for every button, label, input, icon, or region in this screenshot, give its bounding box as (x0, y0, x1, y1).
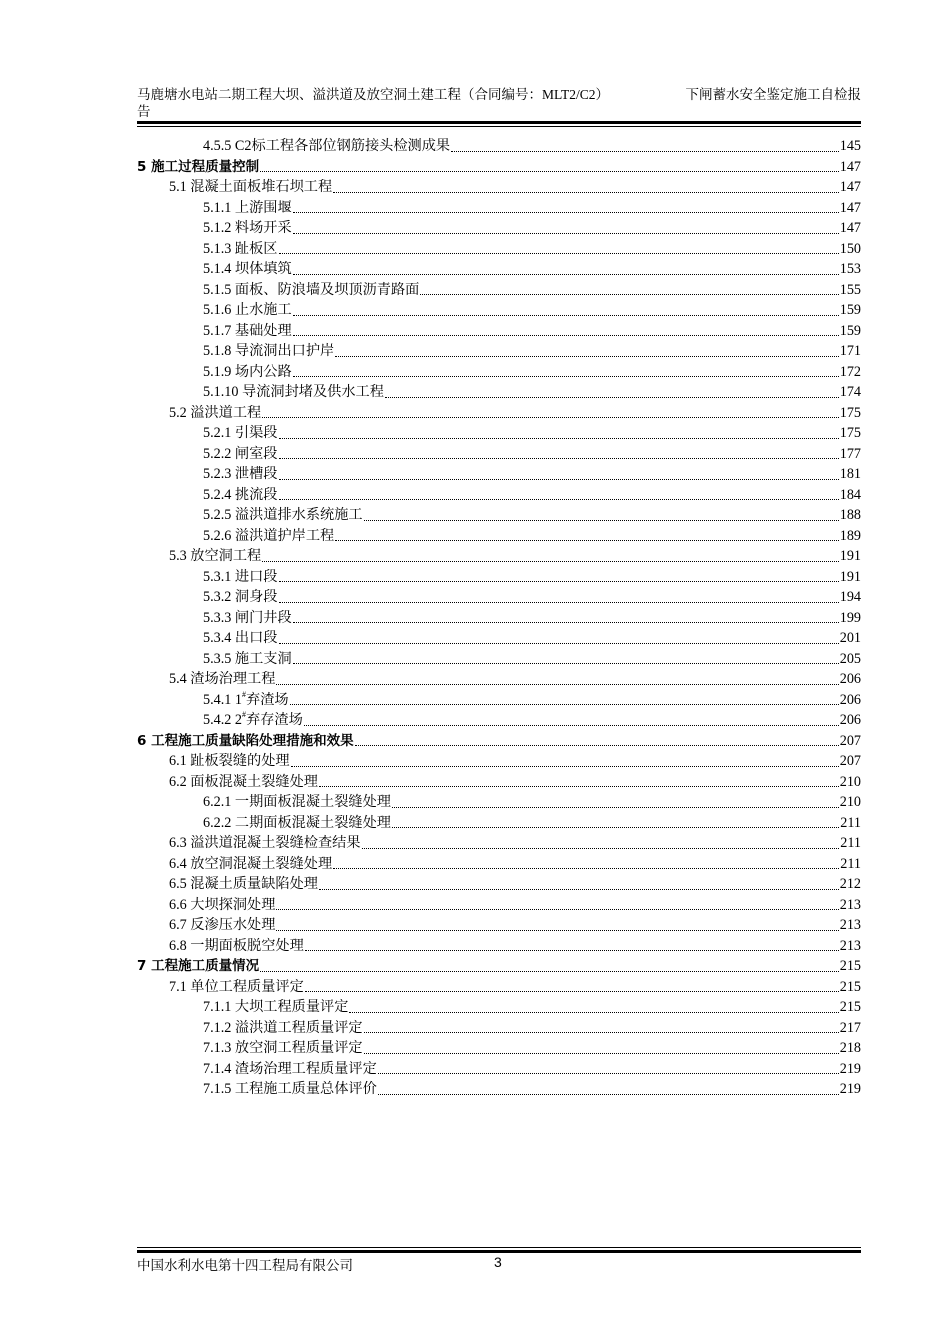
toc-entry-title (169, 403, 261, 424)
toc-entry-page: 215 (839, 958, 861, 974)
toc-entry-title (169, 874, 318, 895)
toc-entry-title-text: 6.4 放空洞混凝土裂缝处理 (169, 855, 333, 872)
toc-entry-title-text: 7.1.2 溢洪道工程质量评定 (203, 1019, 363, 1036)
toc-entry[interactable] (137, 300, 861, 321)
toc-entry-page: 213 (839, 896, 861, 913)
toc-dot-leader (385, 396, 839, 398)
toc-entry-title-text: 5.4.2 2 (203, 712, 243, 728)
toc-dot-leader (364, 1052, 839, 1054)
toc-dot-leader (290, 703, 839, 705)
toc-dot-leader (262, 416, 838, 418)
toc-entry-title-text: 5.3 放空洞工程 (169, 548, 262, 564)
toc-entry-title (169, 772, 318, 793)
toc-dot-leader (276, 683, 838, 685)
toc-entry[interactable] (137, 792, 861, 813)
toc-entry[interactable] (137, 464, 861, 485)
toc-entry[interactable] (137, 997, 861, 1018)
toc-entry-title (169, 177, 332, 198)
toc-entry[interactable] (137, 136, 861, 157)
toc-entry[interactable] (137, 833, 861, 854)
toc-entry-title-text: 5.1.4 坝体填筑 (203, 261, 292, 277)
toc-dot-leader (279, 437, 839, 439)
toc-entry[interactable] (137, 382, 861, 403)
toc-entry-title (203, 136, 450, 157)
toc-entry-page: 171 (839, 343, 861, 359)
toc-entry-page: 191 (839, 568, 861, 585)
header-report-title: 下闸蓄水安全鉴定施工自检报 (685, 87, 861, 102)
toc-entry-title (203, 792, 391, 813)
toc-dot-leader (319, 785, 839, 787)
toc-entry-title-text: 7.1.4 渣场治理工程质量评定 (203, 1060, 377, 1077)
toc-dot-leader (260, 170, 839, 172)
toc-entry[interactable] (137, 710, 861, 731)
toc-entry-superscript: # (242, 710, 247, 719)
toc-entry-title (203, 259, 292, 280)
toc-entry-title-suffix: 弃渣场 (246, 691, 289, 708)
toc-entry-title (203, 567, 278, 588)
toc-dot-leader (276, 908, 838, 910)
toc-entry-title-text: 4.5.5 C2标工程各部位钢筋接头检测成果 (203, 138, 451, 154)
toc-entry-title (203, 239, 278, 260)
toc-dot-leader (293, 662, 839, 664)
toc-entry-title (203, 198, 292, 219)
toc-entry-title (169, 669, 275, 690)
toc-entry-title-text: 7.1.3 放空洞工程质量评定 (203, 1040, 363, 1056)
toc-entry-page: 206 (839, 712, 861, 728)
toc-entry[interactable] (137, 341, 861, 362)
toc-entry-page: 205 (839, 650, 861, 667)
toc-entry-page: 210 (839, 794, 861, 810)
toc-entry[interactable] (137, 423, 861, 444)
toc-entry-title (203, 444, 278, 465)
toc-entry[interactable] (137, 157, 861, 178)
toc-entry[interactable] (137, 854, 861, 875)
page-header (137, 86, 861, 120)
toc-entry-title (203, 649, 292, 670)
toc-entry-page: 194 (839, 589, 861, 605)
toc-dot-leader (262, 560, 838, 562)
toc-dot-leader (293, 314, 839, 316)
toc-entry-title (203, 1059, 377, 1080)
toc-dot-leader (451, 150, 839, 152)
toc-dot-leader (335, 355, 838, 357)
toc-entry-title (203, 218, 292, 239)
toc-entry-page: 219 (839, 1081, 861, 1097)
toc-entry-title (203, 813, 391, 834)
toc-entry-title (203, 321, 292, 342)
toc-entry-page: 199 (839, 609, 861, 626)
toc-entry-page: 207 (839, 732, 861, 749)
toc-entry-page: 206 (839, 671, 861, 687)
toc-entry[interactable] (137, 259, 861, 280)
toc-entry-title-text: 6.2.1 一期面板混凝土裂缝处理 (203, 794, 391, 810)
toc-entry-title-text: 5.3.1 进口段 (203, 568, 278, 585)
toc-entry[interactable] (137, 895, 861, 916)
toc-entry-title (137, 731, 354, 752)
toc-dot-leader (304, 724, 839, 726)
toc-dot-leader (279, 478, 839, 480)
toc-entry-page: 201 (839, 630, 861, 646)
toc-entry-page: 219 (839, 1060, 861, 1077)
toc-entry-page: 150 (839, 240, 861, 257)
footer-rule-thin (137, 1247, 861, 1248)
page-number: 3 (494, 1254, 502, 1270)
toc-entry[interactable] (137, 936, 861, 957)
toc-dot-leader (349, 1011, 838, 1013)
toc-dot-leader (378, 1072, 839, 1074)
toc-entry-page: 184 (839, 486, 861, 503)
toc-entry-title (203, 526, 334, 547)
toc-entry-title (203, 341, 334, 362)
header-project-title: 马鹿塘水电站二期工程大坝、溢洪道及放空洞土建工程（合同编号：MLT2/C2） (137, 87, 610, 102)
toc-dot-leader (291, 765, 839, 767)
toc-dot-leader (335, 539, 838, 541)
toc-entry-title (203, 587, 278, 608)
toc-entry-title-text: 6.6 大坝探洞处理 (169, 896, 276, 913)
toc-entry-title (169, 854, 332, 875)
toc-entry[interactable] (137, 526, 861, 547)
toc-entry[interactable] (137, 362, 861, 383)
toc-entry-title-text: 5.1.8 导流洞出口护岸 (203, 343, 335, 359)
toc-dot-leader (364, 519, 839, 521)
toc-entry-title (203, 1079, 377, 1100)
toc-entry-page: 155 (839, 281, 861, 298)
toc-dot-leader (293, 232, 839, 234)
toc-entry-page: 175 (839, 404, 861, 421)
toc-entry-title (169, 546, 261, 567)
toc-dot-leader (276, 929, 838, 931)
toc-entry-title-text: 5.3.4 出口段 (203, 630, 278, 646)
toc-entry-page: 211 (840, 835, 861, 851)
toc-entry-title-text: 5.1.1 上游围堰 (203, 199, 292, 216)
toc-entry-page: 207 (839, 753, 861, 769)
toc-dot-leader (392, 826, 839, 828)
toc-entry-title-text: 5.2.1 引渠段 (203, 425, 278, 441)
toc-dot-leader (293, 334, 839, 336)
toc-entry[interactable] (137, 567, 861, 588)
toc-entry-page: 145 (839, 138, 861, 154)
toc-dot-leader (279, 498, 839, 500)
toc-entry-title-text: 5.1.10 导流洞封堵及供水工程 (203, 384, 384, 400)
toc-entry-title (203, 300, 292, 321)
toc-entry-page: 212 (839, 876, 861, 892)
toc-entry-page: 206 (839, 691, 861, 708)
toc-entry[interactable] (137, 321, 861, 342)
toc-entry[interactable] (137, 1079, 861, 1100)
toc-dot-leader (333, 867, 839, 869)
toc-entry-title-text: 5.2.3 泄槽段 (203, 466, 278, 482)
header-rule-thin (137, 126, 861, 127)
toc-entry[interactable] (137, 915, 861, 936)
toc-entry-title (137, 157, 259, 178)
toc-entry-title-text: 5.1.5 面板、防浪墙及坝顶沥青路面 (203, 281, 420, 298)
toc-entry[interactable] (137, 218, 861, 239)
toc-entry-title-text: 5.2.4 挑流段 (203, 486, 278, 503)
toc-entry-title (203, 710, 303, 731)
toc-entry-page: 147 (839, 199, 861, 216)
toc-entry-title-text: 7 工程施工质量情况 (137, 958, 260, 974)
toc-entry-page: 147 (839, 158, 861, 175)
toc-entry[interactable] (137, 444, 861, 465)
toc-entry-page: 153 (839, 261, 861, 277)
toc-entry[interactable] (137, 608, 861, 629)
toc-dot-leader (279, 601, 839, 603)
toc-entry-title (169, 895, 275, 916)
toc-entry-page: 191 (839, 548, 861, 564)
toc-entry-page: 159 (839, 302, 861, 318)
toc-entry-title (203, 485, 278, 506)
toc-dot-leader (293, 375, 839, 377)
footer-rule-thick (137, 1250, 861, 1253)
toc-entry[interactable] (137, 874, 861, 895)
toc-entry-title-text: 5.2 溢洪道工程 (169, 404, 262, 421)
toc-entry-title (203, 628, 278, 649)
toc-entry-title (203, 997, 348, 1018)
toc-entry[interactable] (137, 669, 861, 690)
toc-entry-title-text: 6.8 一期面板脱空处理 (169, 937, 304, 954)
toc-entry-title-text: 6 工程施工质量缺陷处理措施和效果 (137, 732, 354, 749)
toc-entry-page: 215 (839, 978, 861, 995)
toc-entry-page: 172 (839, 363, 861, 380)
toc-entry-title-text: 6.2.2 二期面板混凝土裂缝处理 (203, 814, 391, 831)
toc-entry-title-text: 5.4.1 1 (203, 691, 243, 708)
toc-entry-page: 217 (839, 1019, 861, 1036)
toc-entry-title (169, 751, 290, 772)
toc-dot-leader (333, 191, 839, 193)
toc-entry-title-text: 5.3.3 闸门井段 (203, 609, 292, 626)
toc-entry-title-text: 5.3.5 施工支洞 (203, 650, 292, 667)
toc-entry-title-text: 6.1 趾板裂缝的处理 (169, 753, 290, 769)
toc-entry-page: 213 (839, 937, 861, 954)
toc-entry-title-text: 5.2.2 闸室段 (203, 445, 278, 462)
toc-entry[interactable] (137, 280, 861, 301)
toc-dot-leader (420, 293, 838, 295)
toc-dot-leader (279, 252, 839, 254)
toc-entry-title-text: 5 施工过程质量控制 (137, 158, 260, 175)
toc-dot-leader (279, 642, 839, 644)
toc-entry[interactable] (137, 751, 861, 772)
toc-entry-title (203, 382, 384, 403)
toc-entry-page: 210 (839, 773, 861, 790)
toc-entry-page: 188 (839, 507, 861, 523)
toc-dot-leader (319, 888, 839, 890)
toc-entry-title-text: 5.1.9 场内公路 (203, 363, 292, 380)
toc-entry-page: 147 (839, 179, 861, 195)
toc-dot-leader (378, 1093, 839, 1095)
toc-dot-leader (305, 990, 839, 992)
toc-entry[interactable] (137, 628, 861, 649)
toc-entry[interactable] (137, 239, 861, 260)
toc-dot-leader (362, 847, 840, 849)
toc-entry[interactable] (137, 587, 861, 608)
toc-entry-title (169, 977, 304, 998)
toc-entry-title-text: 5.1.7 基础处理 (203, 322, 292, 339)
toc-entry-title-suffix: 弃存渣场 (246, 712, 303, 728)
toc-entry-title (203, 423, 278, 444)
toc-entry-title-text: 5.1.2 料场开采 (203, 220, 292, 236)
toc-entry-title (203, 608, 292, 629)
toc-entry[interactable] (137, 505, 861, 526)
toc-entry-title-text: 6.7 反渗压水处理 (169, 917, 276, 933)
toc-entry-title (203, 1038, 363, 1059)
toc-dot-leader (279, 457, 839, 459)
toc-entry-title (169, 833, 361, 854)
toc-entry-title-text: 5.4 渣场治理工程 (169, 671, 276, 687)
toc-entry-title (203, 505, 363, 526)
footer-company: 中国水利水电第十四工程局有限公司 (137, 1258, 353, 1273)
toc-entry-title (137, 956, 259, 977)
toc-entry-title-text: 5.2.6 溢洪道护岸工程 (203, 527, 335, 544)
toc-entry[interactable] (137, 977, 861, 998)
toc-entry-title (203, 690, 289, 711)
toc-entry-page: 181 (839, 466, 861, 482)
toc-entry[interactable] (137, 198, 861, 219)
toc-entry[interactable] (137, 1059, 861, 1080)
toc-entry-title-text: 5.1.3 趾板区 (203, 240, 278, 257)
toc-entry[interactable] (137, 177, 861, 198)
toc-entry-page: 211 (840, 814, 861, 831)
toc-entry[interactable] (137, 956, 861, 977)
toc-entry-page: 213 (839, 917, 861, 933)
toc-entry-title-text: 5.1.6 止水施工 (203, 302, 292, 318)
toc-entry-page: 177 (839, 445, 861, 462)
toc-entry-page: 211 (840, 855, 861, 872)
toc-entry-title (169, 915, 275, 936)
toc-entry[interactable] (137, 546, 861, 567)
toc-entry-page: 218 (839, 1040, 861, 1056)
toc-entry-title-text: 7.1.5 工程施工质量总体评价 (203, 1081, 377, 1097)
toc-entry-title (203, 280, 419, 301)
toc-entry-title (169, 936, 304, 957)
toc-entry-title-text: 5.3.2 洞身段 (203, 589, 278, 605)
toc-dot-leader (293, 211, 839, 213)
toc-entry-page: 189 (839, 527, 861, 544)
toc-entry[interactable] (137, 731, 861, 752)
toc-entry[interactable] (137, 1038, 861, 1059)
toc-entry-title-text: 6.5 混凝土质量缺陷处理 (169, 876, 318, 892)
table-of-contents (137, 136, 861, 1100)
toc-entry-page: 175 (839, 425, 861, 441)
header-report-title-wrap: 告 (137, 104, 151, 119)
header-rule-thick (137, 121, 861, 124)
toc-dot-leader (364, 1031, 839, 1033)
toc-dot-leader (260, 970, 839, 972)
toc-entry-title-text: 5.2.5 溢洪道排水系统施工 (203, 507, 363, 523)
toc-entry[interactable] (137, 649, 861, 670)
toc-entry-title-text: 7.1 单位工程质量评定 (169, 978, 304, 995)
toc-dot-leader (293, 621, 839, 623)
toc-entry-page: 147 (839, 220, 861, 236)
toc-entry[interactable] (137, 485, 861, 506)
toc-entry-title-text: 6.3 溢洪道混凝土裂缝检查结果 (169, 835, 361, 851)
toc-entry-page: 174 (839, 384, 861, 400)
toc-dot-leader (305, 949, 839, 951)
toc-dot-leader (355, 744, 839, 746)
toc-entry-title (203, 362, 292, 383)
toc-entry-title (203, 464, 278, 485)
toc-entry-title-text: 6.2 面板混凝土裂缝处理 (169, 773, 318, 790)
toc-entry-title-text: 5.1 混凝土面板堆石坝工程 (169, 179, 333, 195)
toc-dot-leader (279, 580, 839, 582)
toc-entry[interactable] (137, 813, 861, 834)
toc-entry-superscript: # (242, 689, 247, 699)
toc-dot-leader (293, 273, 839, 275)
toc-entry[interactable] (137, 772, 861, 793)
toc-entry-page: 215 (839, 999, 861, 1015)
toc-entry-page: 159 (839, 322, 861, 339)
toc-entry-title-text: 7.1.1 大坝工程质量评定 (203, 999, 349, 1015)
toc-entry[interactable] (137, 690, 861, 711)
toc-dot-leader (392, 806, 839, 808)
toc-entry[interactable] (137, 403, 861, 424)
toc-entry-title (203, 1018, 363, 1039)
toc-entry[interactable] (137, 1018, 861, 1039)
